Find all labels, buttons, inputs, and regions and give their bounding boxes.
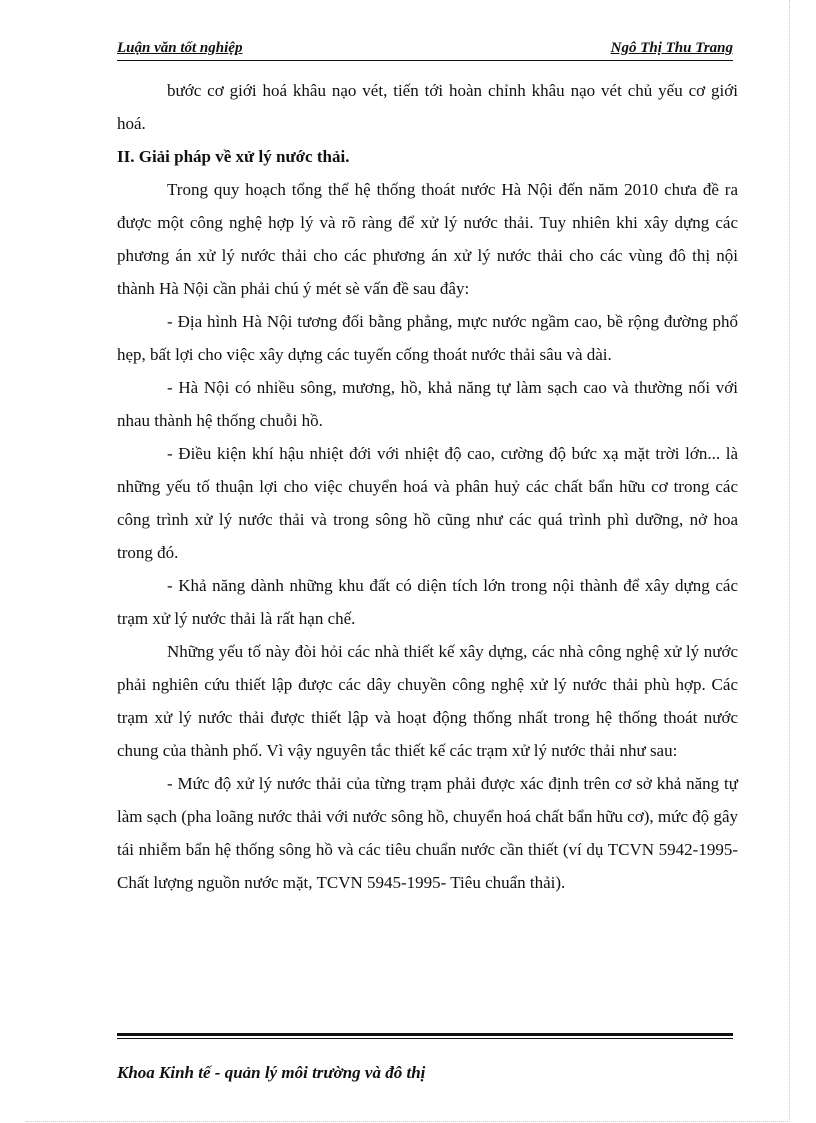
paragraph-factors: Những yếu tố này đòi hỏi các nhà thiết kế xây dựng, các nhà công nghệ xử lý nước phải nghiên cứu thiết lập được các dây chuyền công nghệ xử lý nước thải phù hợp. Các trạm xử lý nước thải được thiết lập và hoạt động thống nhất trong hệ thống thoát nước chung của thành phố. Vì vậy nguyên tắc thiết kế các trạm xử lý nước thải như sau: [117,642,738,760]
paragraph-continuation: bước cơ giới hoá khâu nạo vét, tiến tới hoàn chỉnh khâu nạo vét chủ yếu cơ giới hoá. [117,81,738,133]
paragraph-climate: - Điều kiện khí hậu nhiệt đới với nhiệt độ cao, cường độ bức xạ mặt trời lớn... là những yếu tố thuận lợi cho việc chuyển hoá và phân huỷ các chất bẩn hữu cơ trong các công trình xử lý nước thải và trong sông hồ cũng như các quá trình phì dưỡng, nở hoa trong đó. [117,444,738,562]
header-thesis-label: Luận văn tốt nghiệp [117,40,243,56]
document-body [117,74,738,899]
header-author-name: Ngô Thị Thu Trang [610,40,733,56]
paragraph-intro: Trong quy hoạch tổng thể hệ thống thoát nước Hà Nội đến năm 2010 chưa đề ra được một công nghệ hợp lý và rõ ràng để xử lý nước thải. Tuy nhiên khi xây dựng các phương án xử lý nước thải cho các phương án xử lý nước thải cho các vùng đô thị nội thành Hà Nội cần phải chú ý mét sè vấn đề sau đây: [117,180,738,298]
paragraph-terrain: - Địa hình Hà Nội tương đối bằng phẳng, mực nước ngầm cao, bề rộng đường phố hẹp, bất lợi cho việc xây dựng các tuyến cống thoát nước thải sâu và dài. [117,312,738,364]
page-footer: Khoa Kinh tế - quản lý môi trường và đô thị [117,1063,426,1082]
footer-rule [117,1033,733,1039]
paragraph-rivers: - Hà Nội có nhiều sông, mương, hồ, khả năng tự làm sạch cao và thường nối với nhau thành hệ thống chuỗi hồ. [117,378,738,430]
header-rule [117,60,733,61]
paragraph-treatment-level: - Mức độ xử lý nước thải của từng trạm phải được xác định trên cơ sở khả năng tự làm sạch (pha loãng nước thải với nước sông hồ, chuyển hoá chất bẩn hữu cơ), mức độ gây tái nhiễm bẩn hệ thống sông hồ và các tiêu chuẩn nước cần thiết (ví dụ TCVN 5942-1995- Chất lượng nguồn nước mặt, TCVN 5945-1995- Tiêu chuẩn thải). [117,774,738,892]
footer-rule-thin [117,1038,733,1039]
page-header [117,38,733,60]
footer-rule-thick [117,1033,733,1036]
paragraph-land: - Khả năng dành những khu đất có diện tích lớn trong nội thành để xây dựng các trạm xử lý nước thải là rất hạn chế. [117,576,738,628]
section-heading: II. Giải pháp về xử lý nước thải. [117,147,350,166]
